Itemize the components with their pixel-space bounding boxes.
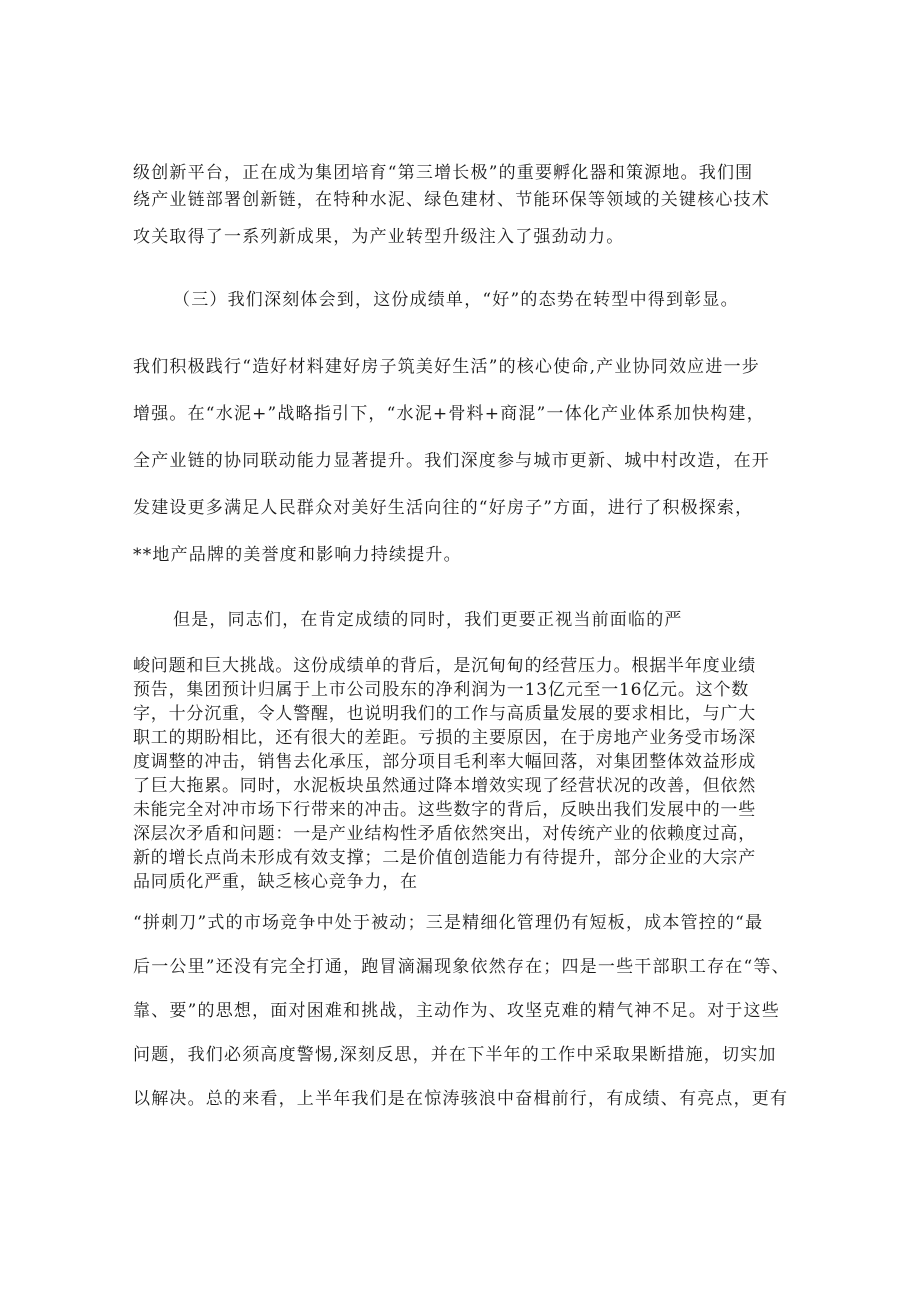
text-line: 全产业链的协同联动能力显著提升。我们深度参与城市更新、城中村改造，在开 bbox=[133, 451, 770, 471]
text-line: 攻关取得了一系列新成果，为产业转型升级注入了强劲动力。 bbox=[133, 227, 625, 247]
text-line: 预告，集团预计归属于上市公司股东的净利润为一13亿元至一16亿元。这个数 bbox=[133, 680, 750, 700]
text-line: 字，十分沉重，令人警醒，也说明我们的工作与高质量发展的要求相比，与广大 bbox=[133, 704, 756, 724]
text-line: 增强。在“水泥+”战略指引下，“水泥+骨料+商混”一体化产业体系加快构建， bbox=[133, 404, 765, 424]
text-line: 我们积极践行“造好材料建好房子筑美好生活”的核心使命,产业协同效应进一步 bbox=[133, 357, 760, 377]
text-line: 峻问题和巨大挑战。这份成绩单的背后，是沉甸甸的经营压力。根据半年度业绩 bbox=[133, 656, 756, 676]
text-line: **地产品牌的美誉度和影响力持续提升。 bbox=[133, 545, 462, 565]
text-line: 问题，我们必须高度警惕,深刻反思，并在下半年的工作中采取果断措施，切实加 bbox=[133, 1045, 777, 1065]
text-line: 以解决。总的来看，上半年我们是在惊涛骇浪中奋楫前行，有成绩、有亮点，更有 bbox=[133, 1089, 789, 1109]
text-line: 深层次矛盾和问题：一是产业结构性矛盾依然突出，对传统产业的依赖度过高， bbox=[133, 824, 756, 844]
text-line: 了巨大拖累。同时，水泥板块虽然通过降本增效实现了经营状况的改善，但依然 bbox=[133, 776, 756, 796]
text-line: 级创新平台，正在成为集团培育“第三增长极”的重要孵化器和策源地。我们围 bbox=[133, 163, 754, 183]
text-line: 度调整的冲击，销售去化承压，部分项目毛利率大幅回落，对集团整体效益形成 bbox=[133, 752, 756, 772]
text-line: 靠、要”的思想，面对困难和挑战，主动作为、攻坚克难的精气神不足。对于这些 bbox=[133, 1001, 780, 1021]
text-line: 新的增长点尚未形成有效支撑；二是价值创造能力有待提升，部分企业的大宗产 bbox=[133, 848, 756, 868]
text-line: 未能完全对冲市场下行带来的冲击。这些数字的背后，反映出我们发展中的一些 bbox=[133, 800, 756, 820]
text-line: 品同质化严重，缺乏核心竞争力，在 bbox=[133, 872, 418, 892]
text-line: “拼刺刀”式的市场竞争中处于被动；三是精细化管理仍有短板，成本管控的“最 bbox=[133, 913, 764, 933]
text-line: 但是，同志们，在肯定成绩的同时，我们更要正视当前面临的严 bbox=[173, 610, 683, 630]
text-line: 职工的期盼相比，还有很大的差距。亏损的主要原因，在于房地产业务受市场深 bbox=[133, 728, 756, 748]
section-heading-line: （三）我们深刻体会到，这份成绩单，“好”的态势在转型中得到彰显。 bbox=[173, 290, 739, 310]
text-line: 绕产业链部署创新链，在特种水泥、绿色建材、节能环保等领域的关键核心技术 bbox=[133, 190, 770, 210]
text-line: 后一公里”还没有完全打通，跑冒滴漏现象依然存在；四是一些干部职工存在“等、 bbox=[133, 957, 790, 977]
text-line: 发建设更多满足人民群众对美好生活向往的“好房子”方面，进行了积极探索， bbox=[133, 498, 754, 518]
